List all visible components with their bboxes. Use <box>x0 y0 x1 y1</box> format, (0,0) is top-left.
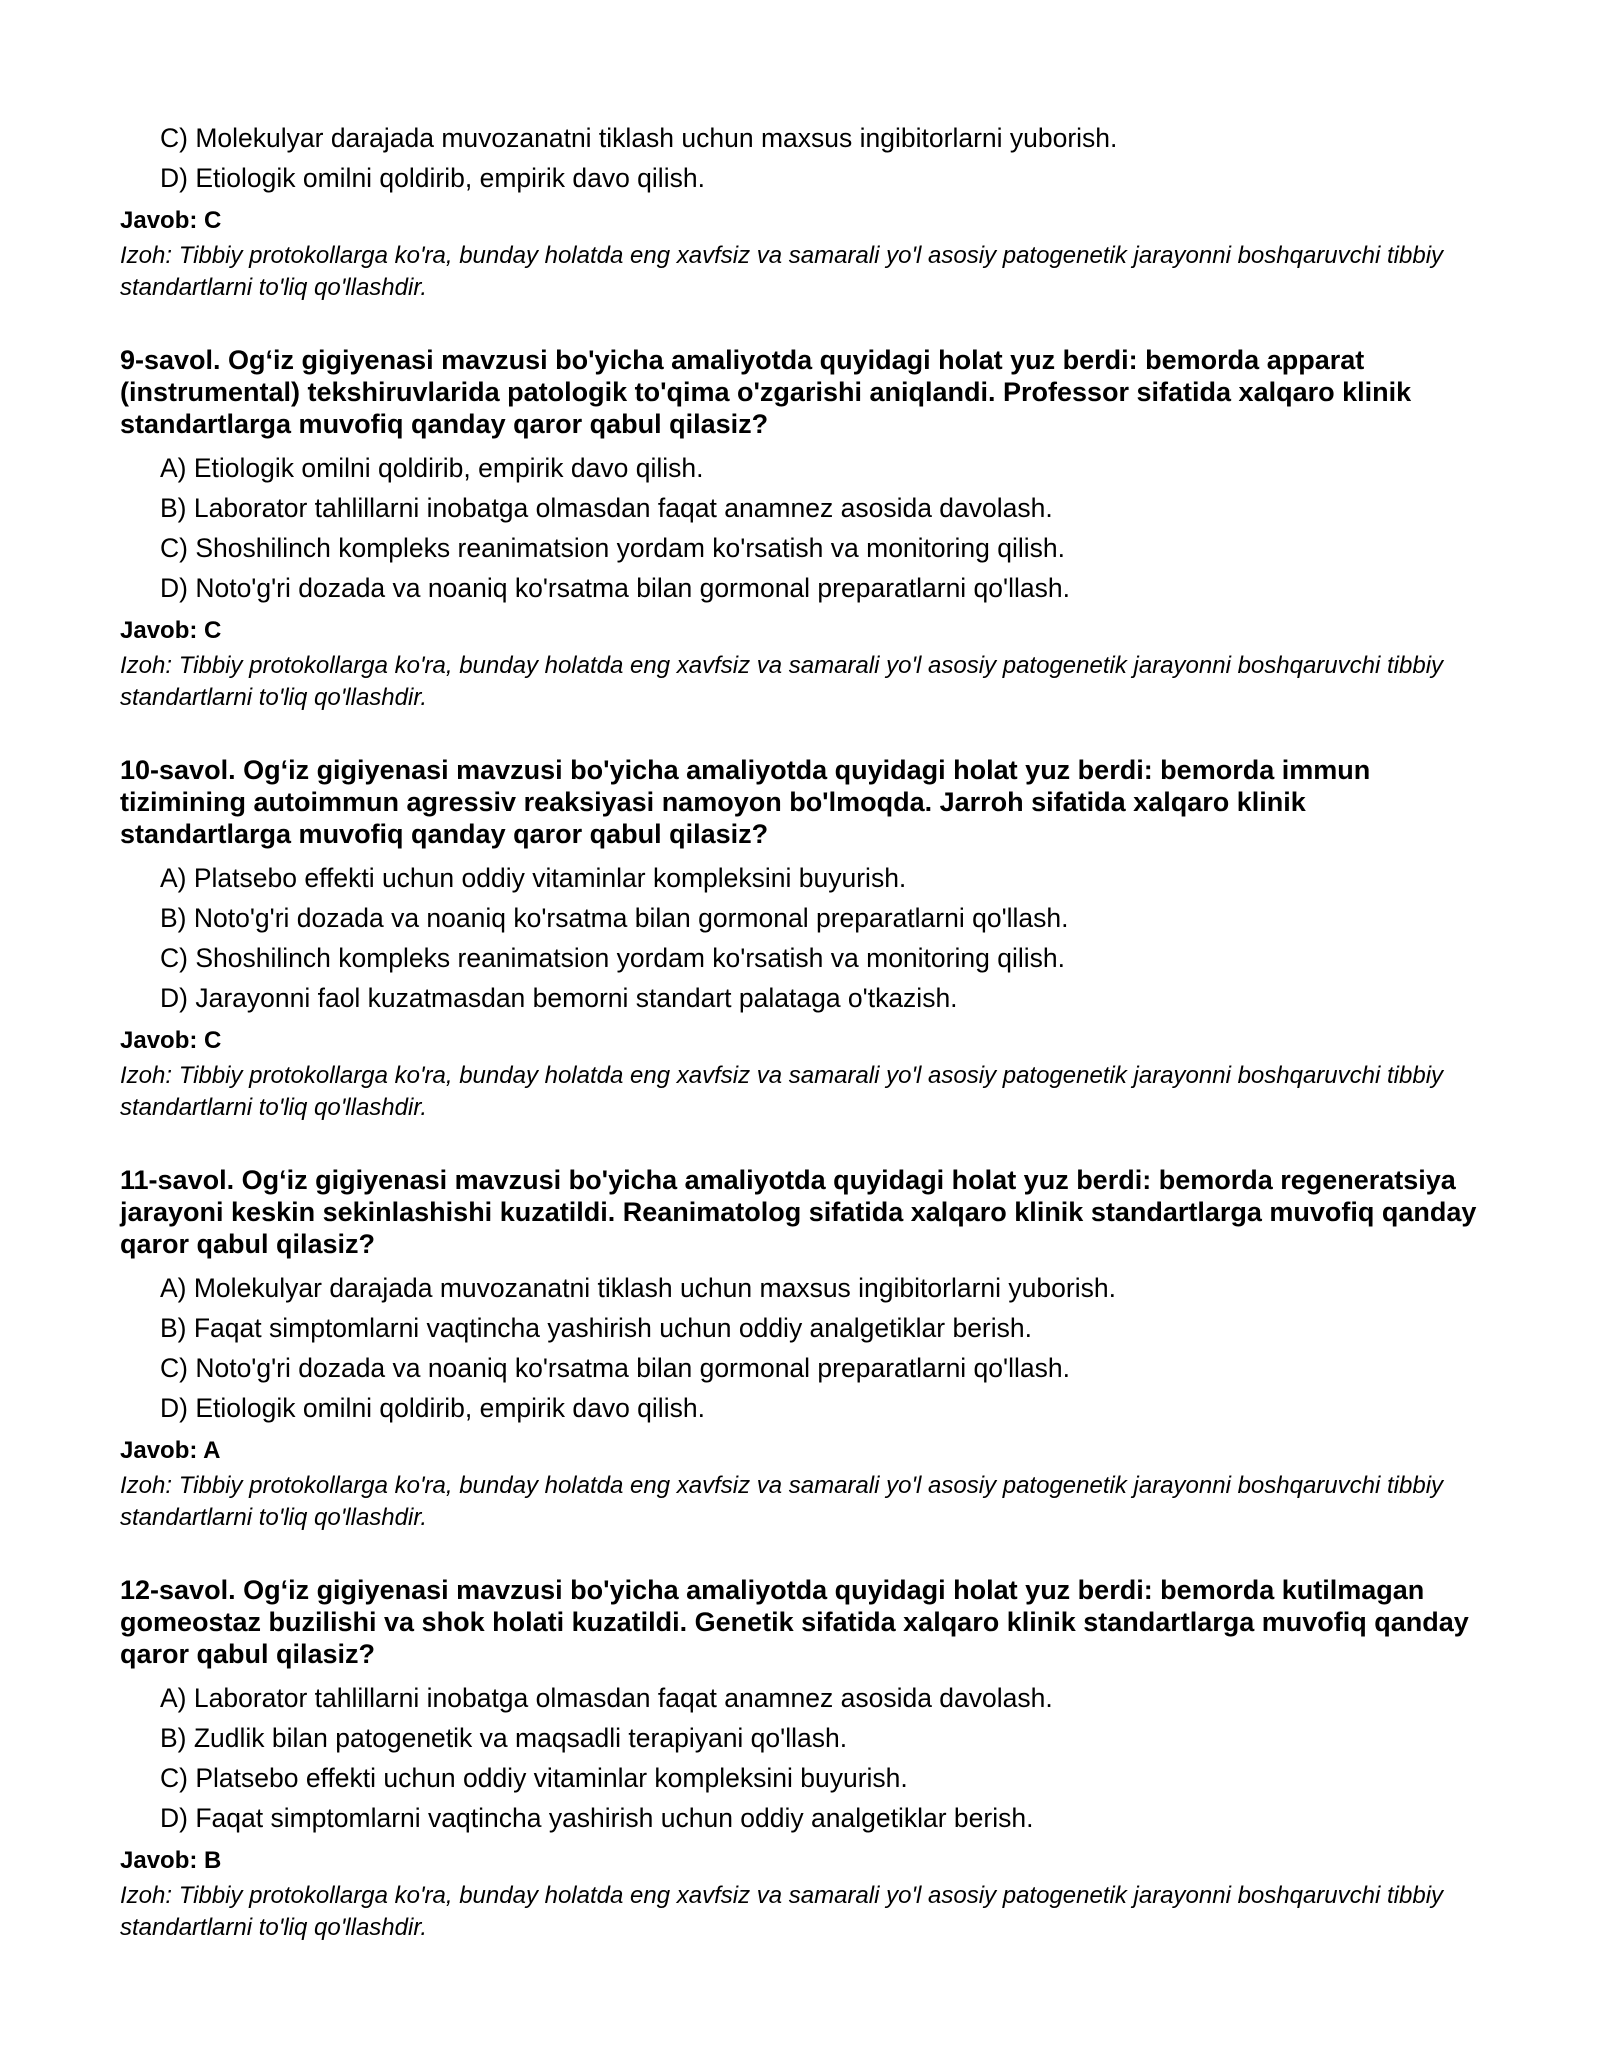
option-b: B) Noto'g'ri dozada va noaniq ko'rsatma bilan gormonal preparatlarni qo'llash. <box>160 903 1069 933</box>
explanation-note: Izoh: Tibbiy protokollarga ko'ra, bunday holatda eng xavfsiz va samarali yo'l asosiy patogenetik jarayonni boshqaruvchi tibbiy standartlarni to'liq qo'llashdir. <box>120 652 1444 711</box>
option-d: D) Jarayonni faol kuzatmasdan bemorni standart palataga o'tkazish. <box>160 983 958 1013</box>
answer-label: Javob: C <box>120 1027 222 1054</box>
option-a: A) Molekulyar darajada muvozanatni tiklash uchun maxsus ingibitorlarni yuborish. <box>160 1273 1116 1303</box>
question-text: 12-savol. Og‘iz gigiyenasi mavzusi bo'yicha amaliyotda quyidagi holat yuz berdi: bemorda kutilmagan gomeostaz buzilishi va shok holati kuzatildi. Genetik sifatida xalqaro klinik standartlarga muvofiq qanday qaror qabul qilasiz? <box>120 1575 1469 1669</box>
option-c: C) Noto'g'ri dozada va noaniq ko'rsatma bilan gormonal preparatlarni qo'llash. <box>160 1353 1070 1383</box>
option-b: B) Faqat simptomlarni vaqtincha yashirish uchun oddiy analgetiklar berish. <box>160 1313 1032 1343</box>
document-page <box>120 118 1480 1944</box>
question-text: 11-savol. Og‘iz gigiyenasi mavzusi bo'yicha amaliyotda quyidagi holat yuz berdi: bemorda regeneratsiya jarayoni keskin sekinlashishi kuzatildi. Reanimatolog sifatida xalqaro klinik standartlarga muvofiq qanday qaror qabul qilasiz? <box>120 1165 1477 1259</box>
option-d: D) Faqat simptomlarni vaqtincha yashirish uchun oddiy analgetiklar berish. <box>160 1803 1034 1833</box>
option-d: D) Etiologik omilni qoldirib, empirik davo qilish. <box>160 163 705 193</box>
answer-label: Javob: B <box>120 1847 222 1874</box>
question-9 <box>120 344 1480 714</box>
option-b: B) Laborator tahlillarni inobatga olmasdan faqat anamnez asosida davolash. <box>160 493 1053 523</box>
option-c: C) Platsebo effekti uchun oddiy vitaminlar kompleksini buyurish. <box>160 1763 908 1793</box>
option-c: C) Molekulyar darajada muvozanatni tiklash uchun maxsus ingibitorlarni yuborish. <box>160 123 1118 153</box>
explanation-note: Izoh: Tibbiy protokollarga ko'ra, bunday holatda eng xavfsiz va samarali yo'l asosiy patogenetik jarayonni boshqaruvchi tibbiy standartlarni to'liq qo'llashdir. <box>120 1472 1444 1531</box>
explanation-note: Izoh: Tibbiy protokollarga ko'ra, bunday holatda eng xavfsiz va samarali yo'l asosiy patogenetik jarayonni boshqaruvchi tibbiy standartlarni to'liq qo'llashdir. <box>120 1062 1444 1121</box>
question-12 <box>120 1574 1480 1944</box>
answer-label: Javob: C <box>120 207 222 234</box>
answer-label: Javob: A <box>120 1437 221 1464</box>
option-c: C) Shoshilinch kompleks reanimatsion yordam ko'rsatish va monitoring qilish. <box>160 943 1065 973</box>
question-10 <box>120 754 1480 1124</box>
explanation-note: Izoh: Tibbiy protokollarga ko'ra, bunday holatda eng xavfsiz va samarali yo'l asosiy patogenetik jarayonni boshqaruvchi tibbiy standartlarni to'liq qo'llashdir. <box>120 242 1444 301</box>
option-a: A) Platsebo effekti uchun oddiy vitaminlar kompleksini buyurish. <box>160 863 907 893</box>
option-a: A) Laborator tahlillarni inobatga olmasdan faqat anamnez asosida davolash. <box>160 1683 1053 1713</box>
option-d: D) Noto'g'ri dozada va noaniq ko'rsatma bilan gormonal preparatlarni qo'llash. <box>160 573 1070 603</box>
explanation-note: Izoh: Tibbiy protokollarga ko'ra, bunday holatda eng xavfsiz va samarali yo'l asosiy patogenetik jarayonni boshqaruvchi tibbiy standartlarni to'liq qo'llashdir. <box>120 1882 1444 1941</box>
option-a: A) Etiologik omilni qoldirib, empirik davo qilish. <box>160 453 704 483</box>
question-text: 9-savol. Og‘iz gigiyenasi mavzusi bo'yicha amaliyotda quyidagi holat yuz berdi: bemorda apparat (instrumental) tekshiruvlarida patologik to'qima o'zgarishi aniqlandi. Professor sifatida xalqaro klinik standartlarga muvofiq qanday qaror qabul qilasiz? <box>120 345 1412 439</box>
question-text: 10-savol. Og‘iz gigiyenasi mavzusi bo'yicha amaliyotda quyidagi holat yuz berdi: bemorda immun tizimining autoimmun agressiv reaksiyasi namoyon bo'lmoqda. Jarroh sifatida xalqaro klinik standartlarga muvofiq qanday qaror qabul qilasiz? <box>120 755 1371 849</box>
option-c: C) Shoshilinch kompleks reanimatsion yordam ko'rsatish va monitoring qilish. <box>160 533 1065 563</box>
answer-label: Javob: C <box>120 617 222 644</box>
option-b: B) Zudlik bilan patogenetik va maqsadli terapiyani qo'llash. <box>160 1723 848 1753</box>
question-11 <box>120 1164 1480 1534</box>
option-d: D) Etiologik omilni qoldirib, empirik davo qilish. <box>160 1393 705 1423</box>
question-8-continued <box>120 118 1480 304</box>
